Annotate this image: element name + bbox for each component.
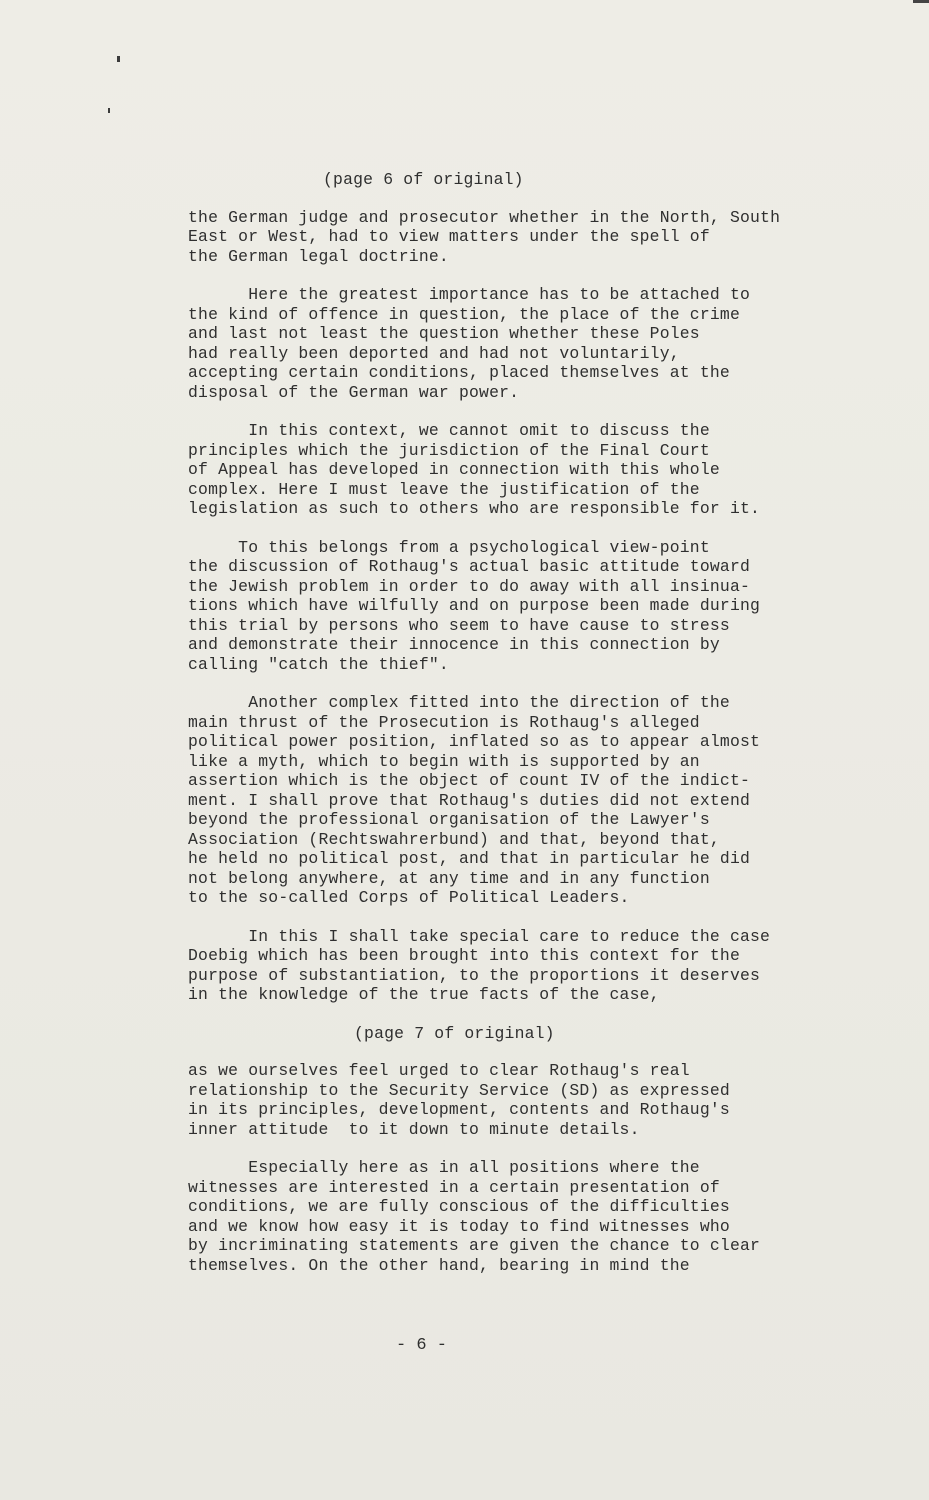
text-line: tions which have wilfully and on purpose been made during [188, 596, 761, 615]
text-line: and we know how easy it is today to find witnesses who [188, 1216, 730, 1236]
text-line: Another complex fitted into the direction of the [188, 693, 730, 712]
margin-mark [108, 108, 110, 113]
paragraph [188, 421, 929, 519]
paragraph [188, 208, 929, 267]
text-line: had really been deported and had not voluntarily, [188, 343, 680, 363]
text-line: the kind of offence in question, the place of the crime [188, 304, 740, 324]
text-line: principles which the jurisdiction of the Final Court [188, 440, 710, 460]
text-line: calling "catch the thief". [188, 654, 449, 674]
text-line: political power position, inflated so as to appear almost [188, 732, 761, 751]
text-line: like a myth, which to begin with is supported by an [188, 751, 700, 771]
text-line: Here the greatest importance has to be attached to [188, 285, 751, 304]
text-line: the discussion of Rothaug's actual basic attitude toward [188, 557, 751, 576]
page-number: - 6 - [396, 1336, 448, 1355]
text-line: themselves. On the other hand, bearing in mind the [188, 1255, 690, 1275]
text-line: witnesses are interested in a certain presentation of [188, 1177, 720, 1197]
text-line: beyond the professional organisation of the Lawyer's [188, 810, 710, 829]
text-line: purpose of substantiation, to the proportions it deserves [188, 965, 761, 985]
text-line: Doebig which has been brought into this context for the [188, 946, 740, 965]
text-line: in its principles, development, contents and Rothaug's [188, 1100, 730, 1119]
text-line: the German judge and prosecutor whether in the North, South [188, 207, 781, 227]
paragraph [188, 285, 929, 402]
text-line: main thrust of the Prosecution is Rothaug's alleged [188, 712, 700, 732]
text-line: the German legal doctrine. [188, 246, 449, 266]
page-reference-bottom: (page 7 of original) [354, 1023, 555, 1043]
text-line: by incriminating statements are given the chance to clear [188, 1236, 761, 1255]
paragraph [188, 538, 929, 675]
corner-mark [913, 0, 929, 3]
text-line: relationship to the Security Service (SD) as expressed [188, 1080, 730, 1100]
text-line: and demonstrate their innocence in this connection by [188, 635, 720, 654]
section-page-7 [188, 1061, 929, 1275]
text-line: conditions, we are fully conscious of the difficulties [188, 1197, 730, 1216]
document-body [188, 170, 929, 1294]
paragraph [188, 693, 929, 908]
text-line: disposal of the German war power. [188, 382, 520, 402]
text-line: ment. I shall prove that Rothaug's duties did not extend [188, 790, 751, 810]
page-reference-top: (page 6 of original) [323, 170, 524, 189]
text-line: In this I shall take special care to reduce the case [188, 926, 771, 946]
text-line: inner attitude to it down to minute details. [188, 1119, 640, 1139]
text-line: he held no political post, and that in particular he did [188, 849, 751, 868]
text-line: legislation as such to others who are responsible for it. [188, 499, 761, 518]
paragraph [188, 927, 929, 1005]
text-line: not belong anywhere, at any time and in any function [188, 868, 710, 888]
text-line: in the knowledge of the true facts of the case, [188, 985, 660, 1004]
text-line: To this belongs from a psychological view-point [188, 537, 710, 557]
text-line: East or West, had to view matters under the spell of [188, 227, 710, 246]
paragraph [188, 1158, 929, 1275]
text-line: assertion which is the object of count IV of the indict- [188, 771, 751, 790]
text-line: In this context, we cannot omit to discuss the [188, 421, 710, 440]
margin-mark [117, 56, 120, 62]
paragraph [188, 1061, 929, 1139]
text-line: as we ourselves feel urged to clear Rothaug's real [188, 1061, 690, 1080]
text-line: accepting certain conditions, placed themselves at the [188, 363, 730, 382]
section-page-6 [188, 208, 929, 1005]
text-line: of Appeal has developed in connection with this whole [188, 460, 720, 479]
text-line: and last not least the question whether these Poles [188, 324, 700, 343]
text-line: complex. Here I must leave the justification of the [188, 479, 700, 499]
text-line: the Jewish problem in order to do away with all insinua- [188, 576, 751, 596]
text-line: this trial by persons who seem to have cause to stress [188, 615, 730, 635]
text-line: to the so-called Corps of Political Leaders. [188, 888, 630, 907]
text-line: Association (Rechtswahrerbund) and that, beyond that, [188, 829, 720, 849]
text-line: Especially here as in all positions where the [188, 1158, 700, 1177]
